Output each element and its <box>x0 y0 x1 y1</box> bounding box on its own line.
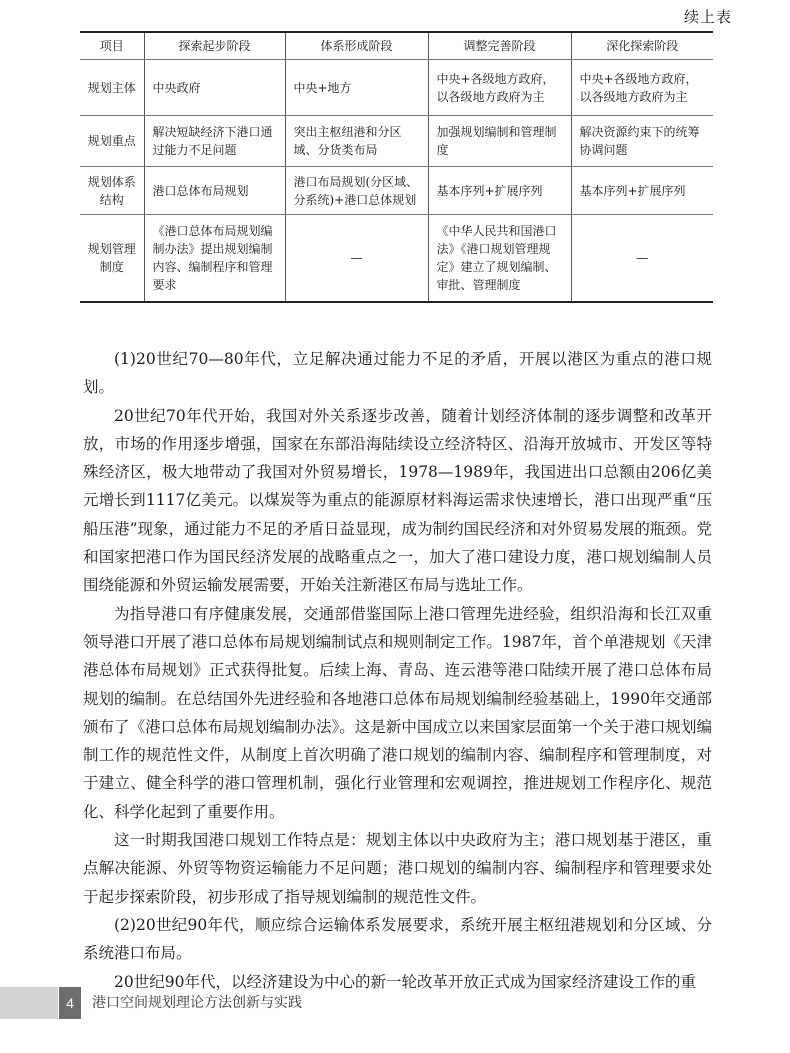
table-row <box>80 167 713 215</box>
page-footer <box>0 987 790 1019</box>
table-cell: 解决资源约束下的统筹协调问题 <box>571 116 713 167</box>
row-label: 规划管理制度 <box>80 215 144 302</box>
table-cell: 《中华人民共和国港口法》《港口规划管理规定》建立了规划编制、审批、管理制度 <box>428 215 571 302</box>
paragraph: 这一时期我国港口规划工作特点是：规划主体以中央政府为主；港口规划基于港区，重点解决能源、外贸等物资运输能力不足问题；港口规划的编制内容、编制程序和管理要求处于起步探索阶段，初步形成了指导规划编制的规范性文件。 <box>83 831 712 906</box>
page-number: 4 <box>59 987 81 1019</box>
section-heading: (2)20世纪90年代，顺应综合运输体系发展要求，系统开展主枢纽港规划和分区域、分系统港口布局。 <box>83 915 712 963</box>
section-heading: (1)20世纪70—80年代，立足解决通过能力不足的矛盾，开展以港区为重点的港口规划。 <box>83 350 712 397</box>
row-label: 规划主体 <box>80 60 144 116</box>
footer-band <box>0 987 58 1019</box>
table-cell: 突出主枢纽港和分区域、分货类布局 <box>285 116 428 167</box>
table-row <box>80 215 713 302</box>
table-cell: 《港口总体布局规划编制办法》提出规划编制内容、编制程序和管理要求 <box>144 215 285 302</box>
table-cell: 基本序列+扩展序列 <box>428 167 571 215</box>
row-label: 规划重点 <box>80 116 144 167</box>
table-cell: — <box>285 215 428 302</box>
column-header: 探索起步阶段 <box>144 32 285 60</box>
paragraph: 20世纪70年代开始，我国对外关系逐步改善，随着计划经济体制的逐步调整和改革开放，市场的作用逐步增强，国家在东部沿海陆续设立经济特区、沿海开放城市、开发区等特殊经济区，极大地带动了我国对外贸易增长，1978—1989年，我国进出口总额由206亿美元增长到1117亿美元。以煤炭等为重点的能源原材料海运需求快速增长，港口出现严重“压船压港”现象，通过能力不足的矛盾日益显现，成为制约国民经济和对外贸易发展的瓶颈。党和国家把港口作为国民经济发展的战略重点之一，加大了港口建设力度，港口规划编制人员围绕能源和外贸运输发展需要，开始关注新港区布局与选址工作。 <box>83 406 712 595</box>
planning-comparison-table <box>80 31 713 303</box>
table-cell: 港口布局规划(分区域、分系统)+港口总体规划 <box>285 167 428 215</box>
row-label: 规划体系结构 <box>80 167 144 215</box>
table-cell: 基本序列+扩展序列 <box>571 167 713 215</box>
table-cell: 中央+各级地方政府，以各级地方政府为主 <box>428 60 571 116</box>
table-cell: 解决短缺经济下港口通过能力不足问题 <box>144 116 285 167</box>
table-cell: 中央政府 <box>144 60 285 116</box>
column-header: 调整完善阶段 <box>428 32 571 60</box>
body-text <box>83 345 712 996</box>
column-header: 项目 <box>80 32 144 60</box>
table-header-row <box>80 32 713 60</box>
table-cell: 中央+各级地方政府，以各级地方政府为主 <box>571 60 713 116</box>
table-cell: 加强规划编制和管理制度 <box>428 116 571 167</box>
table-cell: 中央+地方 <box>285 60 428 116</box>
table-continued-label: 续上表 <box>683 8 732 26</box>
column-header: 深化探索阶段 <box>571 32 713 60</box>
table-cell: — <box>571 215 713 302</box>
book-title: 港口空间规划理论方法创新与实践 <box>92 995 302 1011</box>
paragraph: 20世纪90年代，以经济建设为中心的新一轮改革开放正式成为国家经济建设工作的重 <box>114 972 696 991</box>
table-cell: 港口总体布局规划 <box>144 167 285 215</box>
table-row <box>80 60 713 116</box>
paragraph: 为指导港口有序健康发展，交通部借鉴国际上港口管理先进经验，组织沿海和长江双重领导港口开展了港口总体布局规划编制试点和规则制定工作。1987年，首个单港规划《天津港总体布局规划》正式获得批复。后续上海、青岛、连云港等港口陆续开展了港口总体布局规划的编制。在总结国外先进经验和各地港口总体布局规划编制经验基础上，1990年交通部颁布了《港口总体布局规划编制办法》。这是新中国成立以来国家层面第一个关于港口规划编制工作的规范性文件，从制度上首次明确了港口规划的编制内容、编制程序和管理制度，对于建立、健全科学的港口管理机制，强化行业管理和宏观调控，推进规划工作程序化、规范化、科学化起到了重要作用。 <box>83 604 712 821</box>
table-row <box>80 116 713 167</box>
column-header: 体系形成阶段 <box>285 32 428 60</box>
